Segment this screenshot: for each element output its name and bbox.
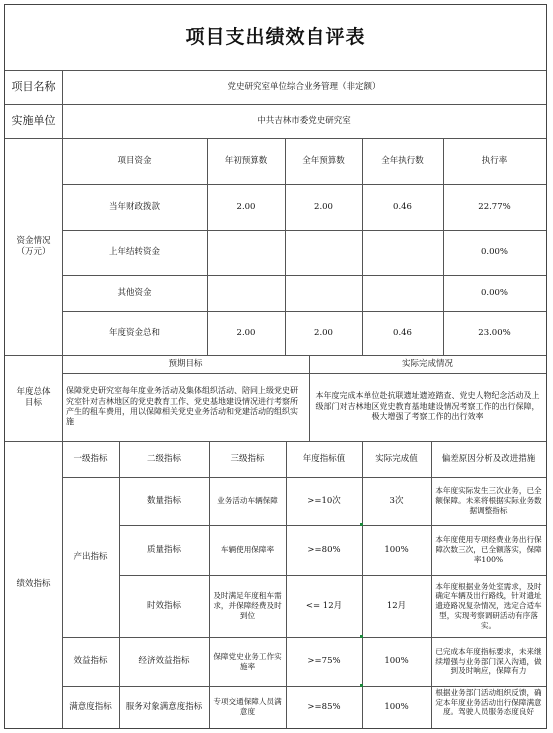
level2-cell: 数量指标 bbox=[146, 495, 181, 506]
target-cell: >=85% bbox=[307, 701, 341, 712]
level2-cell: 质量指标 bbox=[146, 544, 181, 555]
funds-row-rate: 22.77% bbox=[478, 201, 511, 212]
actual-completion-text: 本年度完成本单位赴抗联遗址遗迹踏查、党史人物纪念活动及上级部门对吉林地区党史教育基地建设情况考察工作的出行保障，极大增强了考察工作的出行效率 bbox=[315, 391, 540, 422]
funds-row-annual: 2.00 bbox=[314, 201, 333, 212]
funds-row-initial bbox=[207, 230, 285, 275]
actual-cell: 100% bbox=[384, 701, 409, 712]
cell-marker bbox=[360, 523, 363, 526]
expected-goal-text: 保障党史研究室每年度业务活动及集体组织活动、陪同上级党史研究室针对吉林地区的党史教育工作、党史基地建设情况进行考察所产生的租车费用，用以保障相关党史业务活动和党建活动的组织实施 bbox=[66, 386, 298, 427]
level1-output: 产出指标 bbox=[73, 551, 108, 562]
deviation-cell: 本年度使用专项经费业务出行保障次数三次，已全额落实，保障率100% bbox=[435, 535, 542, 564]
funds-row-name: 上年结转资金 bbox=[108, 247, 160, 258]
funds-row-rate: 0.00% bbox=[480, 287, 508, 298]
actual-cell: 3次 bbox=[389, 495, 404, 506]
funds-row-initial: 2.00 bbox=[236, 201, 256, 212]
level3-cell: 车辆使用保障率 bbox=[220, 545, 275, 555]
deviation-cell: 本年度根据业务处室需求，及时确定车辆及出行路线，针对遗址遗迹路况复杂情况，选定合适车型，实现考察调研活动有序落实。 bbox=[435, 581, 542, 630]
target-cell: >=10次 bbox=[307, 495, 341, 506]
funds-header-initial: 年初预算数 bbox=[224, 155, 268, 166]
funds-header-annual: 全年预算数 bbox=[302, 155, 345, 166]
page-title: 项目支出绩效自评表 bbox=[185, 25, 366, 48]
perf-header-level1: 一级指标 bbox=[73, 453, 108, 464]
funds-row-executed: 0.46 bbox=[393, 327, 412, 338]
target-cell: >=80% bbox=[307, 544, 341, 555]
unit-value: 中共吉林市委党史研究室 bbox=[257, 115, 351, 126]
funds-row-name: 当年财政拨款 bbox=[108, 201, 160, 212]
unit-label: 实施单位 bbox=[11, 114, 56, 128]
level3-cell: 保障党史业务工作实施率 bbox=[213, 651, 282, 671]
deviation-cell: 根据业务部门活动组织反馈，确定本年度业务活动出行保障满意度。驾驶人员服务态度良好 bbox=[435, 688, 542, 717]
level2-cell: 经济效益指标 bbox=[138, 656, 190, 667]
level3-cell: 业务活动车辆保障 bbox=[217, 496, 278, 506]
funds-row-annual bbox=[285, 230, 362, 275]
goals-label-line2: 目标 bbox=[24, 398, 42, 408]
funds-label-line1: 资金情况 bbox=[16, 235, 51, 246]
actual-cell: 100% bbox=[384, 544, 409, 555]
level3-cell: 专项交通保障人员满意度 bbox=[213, 697, 282, 716]
cell-marker bbox=[360, 684, 363, 687]
deviation-cell: 已完成本年度指标要求，未来继续增强与业务部门深入沟通，做到及时响应，保障有力 bbox=[435, 646, 542, 676]
funds-row-executed: 0.46 bbox=[393, 201, 412, 212]
expected-goal-header: 预期目标 bbox=[168, 358, 203, 369]
target-cell: <= 12月 bbox=[305, 600, 343, 611]
project-name-value: 党史研究室单位综合业务管理（非定额） bbox=[227, 81, 381, 92]
goals-label-line1: 年度总体 bbox=[16, 387, 51, 398]
perf-header-target: 年度指标值 bbox=[302, 453, 346, 464]
perf-header-actual: 实际完成值 bbox=[375, 453, 418, 464]
target-cell: >=75% bbox=[307, 656, 341, 667]
funds-row-executed bbox=[362, 275, 443, 311]
funds-section-label bbox=[5, 138, 62, 355]
perf-header-level2: 二级指标 bbox=[146, 453, 181, 464]
funds-header-executed: 全年执行数 bbox=[381, 155, 424, 166]
funds-row-annual: 2.00 bbox=[314, 327, 333, 338]
level1-satisfaction: 满意度指标 bbox=[69, 701, 112, 712]
funds-row-initial: 2.00 bbox=[236, 327, 256, 338]
actual-cell: 12月 bbox=[386, 600, 407, 611]
funds-header-rate: 执行率 bbox=[481, 155, 508, 166]
actual-cell: 100% bbox=[384, 656, 409, 667]
funds-row-rate: 23.00% bbox=[478, 327, 511, 338]
level1-benefit: 效益指标 bbox=[73, 656, 108, 667]
funds-label-line2: （万元） bbox=[16, 246, 51, 257]
cell-marker bbox=[360, 635, 363, 638]
deviation-cell: 本年度实际发生三次业务，已全额保障。未来将根据实际业务数据调整指标 bbox=[435, 486, 542, 515]
evaluation-sheet bbox=[4, 4, 547, 729]
performance-section-label: 绩效指标 bbox=[16, 579, 51, 590]
perf-header-level3: 三级指标 bbox=[230, 453, 265, 464]
funds-row-executed bbox=[362, 230, 443, 275]
goals-section-label bbox=[5, 355, 62, 441]
level3-cell: 及时满足年度租车需求，并保障经费及时到位 bbox=[213, 591, 282, 620]
actual-completion-header: 实际完成情况 bbox=[401, 358, 453, 369]
level2-cell: 服务对象满意度指标 bbox=[125, 701, 203, 712]
funds-row-rate: 0.00% bbox=[480, 247, 508, 258]
funds-row-name: 年度资金总和 bbox=[108, 327, 160, 338]
project-name-label: 项目名称 bbox=[11, 80, 56, 94]
funds-row-name: 其他资金 bbox=[117, 287, 152, 298]
funds-row-initial bbox=[207, 275, 285, 311]
perf-header-deviation: 偏差原因分析及改进措施 bbox=[441, 453, 536, 464]
level2-cell: 时效指标 bbox=[146, 600, 181, 611]
funds-row-annual bbox=[285, 275, 362, 311]
funds-header-item: 项目资金 bbox=[117, 155, 152, 166]
